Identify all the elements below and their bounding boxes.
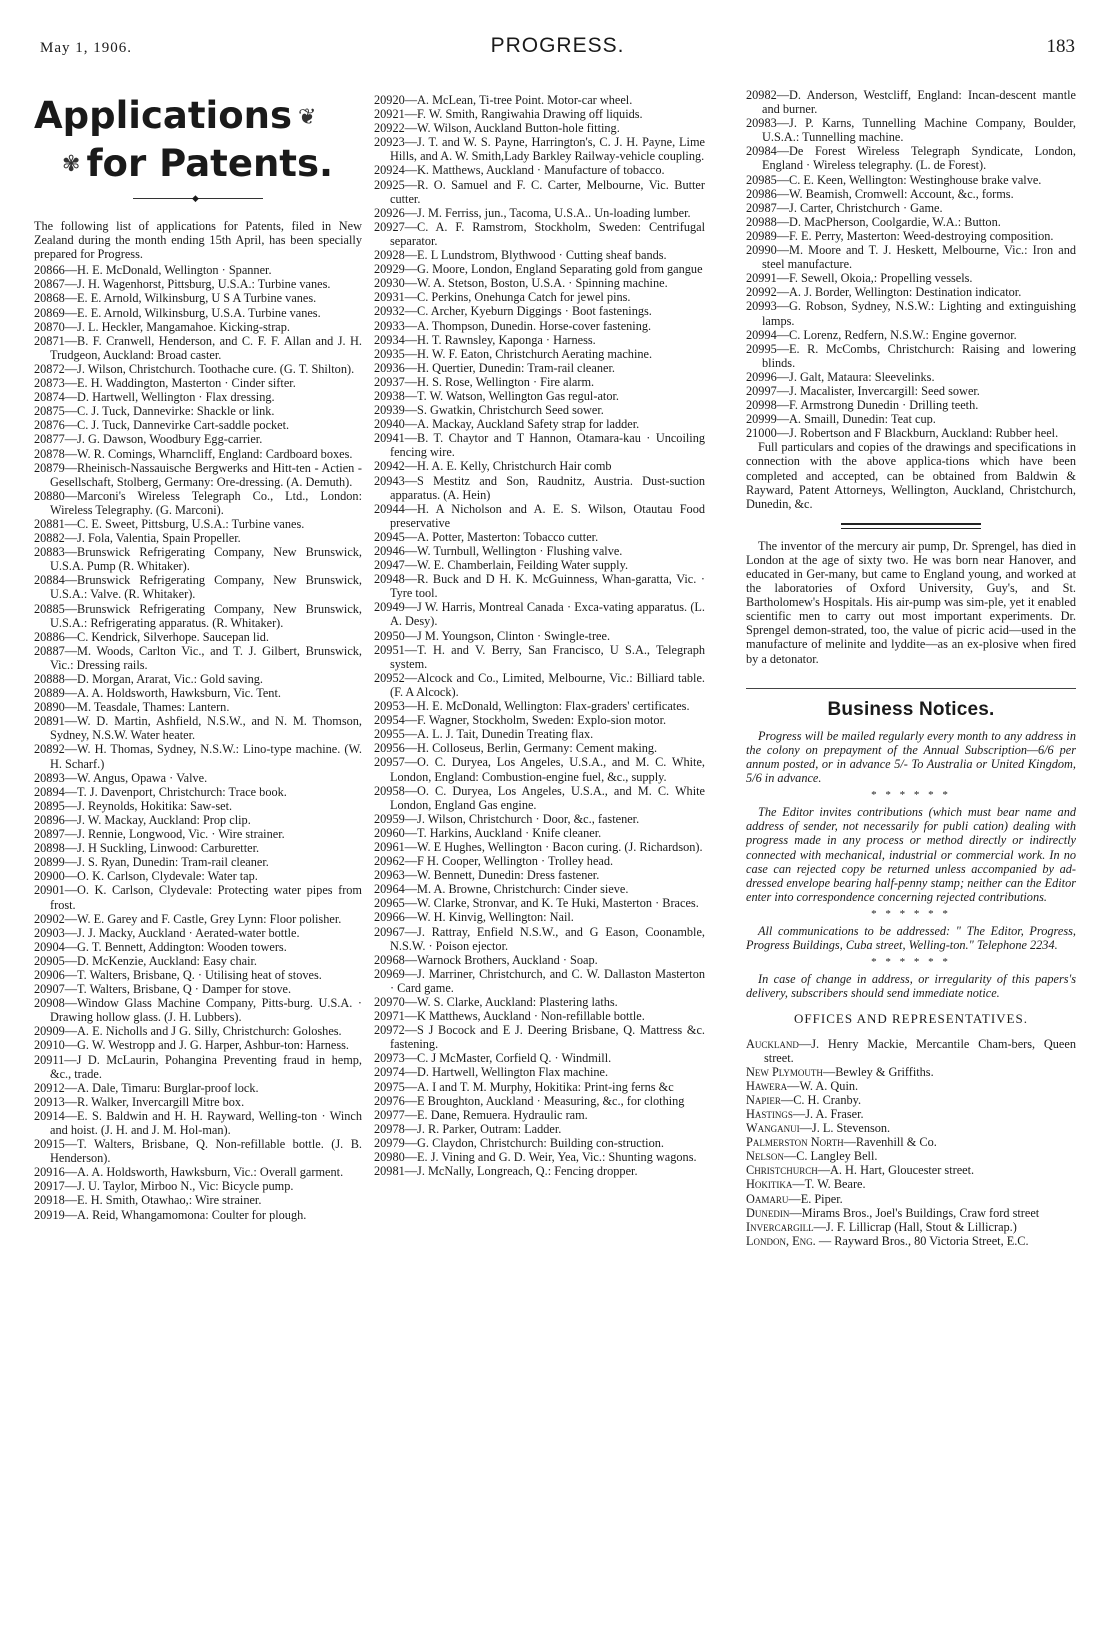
column-2 — [374, 93, 705, 1178]
office-representative: —J. F. Lillicrap (Hall, Stout & Lillicrap.) — [813, 1219, 1017, 1234]
patent-entry: 20907—T. Walters, Brisbane, Q · Damper for stove. — [34, 982, 292, 997]
office-representative: —J. Henry Mackie, Mercantile Cham-bers, Queen street. — [764, 1036, 1076, 1065]
patent-entry: 20877—J. G. Dawson, Woodbury Egg-carrier. — [34, 432, 263, 447]
patent-entry: 20938—T. W. Watson, Wellington Gas regul-ator. — [374, 388, 619, 403]
address-change-notice: In case of change in address, or irregularity of this papers's delivery, subscribers should send immediate notice. — [746, 972, 1076, 1001]
patent-entry: 20972—S J Bocock and E J. Deering Brisbane, Q. Mattress &c. fastening. — [374, 1023, 705, 1052]
patent-entry: 20869—E. E. Arnold, Wilkinsburg, U.S.A. Turbine vanes. — [34, 305, 321, 320]
patent-entry: 20867—J. H. Wagenhorst, Pittsburg, U.S.A.: Turbine vanes. — [34, 277, 331, 292]
patent-entry: 20946—W. Turnbull, Wellington · Flushing valve. — [374, 544, 623, 558]
patent-entry: 20903—J. J. Macky, Auckland · Aerated-water bottle. — [34, 925, 300, 940]
patent-entry: 20996—J. Galt, Mataura: Sleevelinks. — [746, 369, 935, 384]
patent-entry: 20934—H. T. Rawnsley, Kaponga · Harness. — [374, 332, 596, 347]
patent-entry: 20966—W. H. Kinvig, Wellington: Nail. — [374, 910, 574, 925]
patent-entry: 20920—A. McLean, Ti-tree Point. Motor-car wheel. — [374, 93, 633, 107]
patent-entry: 20990—M. Moore and T. J. Heskett, Melbourne, Vic.: Iron and steel manufacture. — [746, 243, 1076, 272]
patent-entry: 20960—T. Harkins, Auckland · Knife cleaner. — [374, 825, 602, 840]
patent-entry: 20988—D. MacPherson, Coolgardie, W.A.: Button. — [746, 214, 1001, 229]
office-representative: —A. H. Hart, Gloucester street. — [817, 1163, 975, 1178]
business-notices-heading: Business Notices. — [827, 698, 995, 720]
patent-entry: 20896—J. W. Mackay, Auckland: Prop clip. — [34, 812, 251, 827]
patent-entry: 20951—T. H. and V. Berry, San Francisco, U S.A., Telegraph system. — [374, 642, 705, 671]
patent-entry: 20940—A. Mackay, Auckland Safety strap for ladder. — [374, 417, 640, 432]
patent-entry: 20917—J. U. Taylor, Mirboo N., Vic: Bicycle pump. — [34, 1179, 294, 1194]
ornament-icon: ✾ — [62, 152, 81, 177]
patent-entry: 20898—J. H Suckling, Linwood: Carburetter. — [34, 841, 260, 856]
patent-entry: 20949—J W. Harris, Montreal Canada · Exca-vating apparatus. (L. A. Desy). — [374, 600, 705, 629]
office-representative: —Bewley & Griffiths. — [822, 1064, 934, 1079]
star-separator: * * * * * * — [871, 907, 951, 920]
patent-entry: 20872—J. Wilson, Christchurch. Toothache cure. (G. T. Shilton). — [34, 361, 355, 376]
patent-entry: 20937—H. S. Rose, Wellington · Fire alarm. — [374, 374, 595, 389]
patent-entry: 20970—W. S. Clarke, Auckland: Plastering laths. — [374, 995, 618, 1009]
patent-entry: 20935—H. W. F. Eaton, Christchurch Aerating machine. — [374, 346, 653, 361]
office-representative: —W. A. Quin. — [787, 1078, 859, 1093]
office-representative: —E. Piper. — [788, 1191, 843, 1206]
column-3 — [746, 88, 1076, 1248]
patent-entry: 20956—H. Colloseus, Berlin, Germany: Cement making. — [374, 741, 658, 756]
office-entry — [746, 1220, 1076, 1234]
office-city: Hastings — [746, 1107, 793, 1121]
patent-entry: 20983—J. P. Karns, Tunnelling Machine Company, Boulder, U.S.A.: Tunnelling machine. — [746, 116, 1076, 145]
patent-entry: 20979—G. Claydon, Christchurch: Building con-struction. — [374, 1135, 664, 1150]
patent-entry: 20908—Window Glass Machine Company, Pitts-burg. U.S.A. · Drawing hollow glass. (J. H. Lubbers). — [34, 996, 362, 1025]
office-entry — [746, 1206, 1076, 1220]
sprengel-article: The inventor of the mercury air pump, Dr. Sprengel, has died in London at the age of sixty two. He was born near Hanover, and educated in Ger-many, but came to England young, and worked at the laboratories of Oxford University, Guy's, and St. Bartholomew's Hospitals. His air-pump was sim-ple, yet it enabled scientific men to carry out most important experiments. Dr. Sprengel demon-strated, too, the value of picric acid—used in the manufacture of melinite and lyddite—as an ex-plosive when fired by a detonator. — [746, 538, 1076, 666]
patent-entry: 20892—W. H. Thomas, Sydney, N.S.W.: Lino-type machine. (W. H. Scharf.) — [34, 742, 362, 771]
patent-entry: 20901—O. K. Carlson, Clydevale: Protecting water pipes from frost. — [34, 883, 362, 912]
patent-entry: 20878—W. R. Comings, Wharncliff, England: Cardboard boxes. — [34, 446, 353, 461]
patent-entry: 20994—C. Lorenz, Redfern, N.S.W.: Engine governor. — [746, 327, 1017, 342]
office-city: Auckland — [746, 1036, 799, 1051]
office-entry — [746, 1149, 1076, 1163]
patent-entry: 20874—D. Hartwell, Wellington · Flax dressing. — [34, 390, 275, 405]
patent-entry: 20902—W. E. Garey and F. Castle, Grey Lynn: Floor polisher. — [34, 911, 342, 926]
title-line-2: for Patents. — [86, 141, 334, 185]
patent-entry: 20895—J. Reynolds, Hokitika: Saw-set. — [34, 798, 233, 813]
page-title — [34, 93, 362, 188]
office-city: London, Eng. — [746, 1233, 816, 1248]
star-separator: * * * * * * — [871, 789, 951, 802]
intro-paragraph: The following list of applications for Patents, filed in New Zealand during the month ending 15th April, has been specially prepared for Progress. — [34, 219, 362, 262]
patent-entry: 20885—Brunswick Refrigerating Company, New Brunswick, U.S.A.: Refrigerating apparatus. (R. Whitaker). — [34, 601, 362, 630]
patent-entry: 20992—A. J. Border, Wellington: Destination indicator. — [746, 285, 1022, 300]
patent-entry: 20933—A. Thompson, Dunedin. Horse-cover fastening. — [374, 318, 652, 333]
patent-entry: 20931—C. Perkins, Onehunga Catch for jewel pins. — [374, 290, 631, 305]
office-representative: —C. Langley Bell. — [783, 1149, 878, 1164]
office-representative: —T. W. Beare. — [792, 1177, 866, 1192]
office-entry — [746, 1121, 1076, 1135]
patent-list-3 — [746, 88, 1076, 440]
patent-entry: 20930—W. A. Stetson, Boston, U.S.A. · Spinning machine. — [374, 276, 668, 291]
patent-entry: 20924—K. Matthews, Auckland · Manufacture of tobacco. — [374, 163, 665, 178]
ornament-icon: ❦ — [298, 104, 317, 130]
divider — [746, 688, 1076, 689]
patent-entry: 20883—Brunswick Refrigerating Company, New Brunswick, U.S.A. Pump (R. Whitaker). — [34, 545, 362, 574]
patent-entry: 20942—H. A. E. Kelly, Christchurch Hair comb — [374, 459, 612, 474]
patent-entry: 20880—Marconi's Wireless Telegraph Co., Ltd., London: Wireless Telegraphy. (G. Marconi). — [34, 488, 362, 517]
office-entry — [746, 1079, 1076, 1093]
office-entry — [746, 1065, 1076, 1079]
office-city: Oamaru — [746, 1191, 789, 1206]
patent-entry: 20999—A. Smaill, Dunedin: Teat cup. — [746, 412, 936, 427]
communications-notice: All communications to be addressed: " The Editor, Progress, Progress Buildings, Cuba street, Welling-ton." Telephone 2234. — [746, 923, 1076, 953]
patent-entry: 20981—J. McNally, Longreach, Q.: Fencing dropper. — [374, 1164, 638, 1179]
patent-entry: 20921—F. W. Smith, Rangiwahia Drawing off liquids. — [374, 107, 643, 122]
title-line-1: Applications — [34, 94, 293, 137]
patent-entry: 20871—B. F. Cranwell, Henderson, and C. F. F. Allan and J. H. Trudgeon, Auckland: Broad caster. — [34, 333, 362, 362]
patent-entry: 20982—D. Anderson, Westcliff, England: Incan-descent mantle and burner. — [746, 88, 1076, 117]
patent-entry: 20894—T. J. Davenport, Christchurch: Trace book. — [34, 784, 287, 799]
patent-entry: 20950—J M. Youngson, Clinton · Swingle-tree. — [374, 628, 611, 643]
office-city: New Plymouth — [746, 1064, 823, 1079]
particulars-paragraph: Full particulars and copies of the drawings and specifications in connection with the above applica-tions which have been completed and accepted, can be obtained from Baldwin & Rayward, Patent Attorneys, Wellington, Auckland, Christchurch, Dunedin, &c. — [746, 440, 1076, 511]
office-entry — [746, 1135, 1076, 1149]
patent-entry: 20873—E. H. Waddington, Masterton · Cinder sifter. — [34, 376, 296, 391]
patent-entry: 20991—F. Sewell, Okoia,: Propelling vessels. — [746, 271, 973, 286]
patent-entry: 20899—J. S. Ryan, Dunedin: Tram-rail cleaner. — [34, 855, 269, 870]
patent-entry: 20984—De Forest Wireless Telegraph Syndicate, London, England · Wireless telegraphy. (L. de Forest). — [746, 144, 1076, 173]
office-representative: —C. H. Cranby. — [780, 1092, 862, 1107]
patent-entry: 20947—W. E. Chamberlain, Feilding Water supply. — [374, 558, 629, 573]
office-representative: — Rayward Bros., 80 Victoria Street, E.C. — [815, 1233, 1029, 1248]
patent-entry: 20998—F. Armstrong Dunedin · Drilling teeth. — [746, 398, 979, 413]
patent-entry: 20881—C. E. Sweet, Pittsburg, U.S.A.: Turbine vanes. — [34, 516, 305, 531]
patent-entry: 20910—G. W. Westropp and J. G. Harper, Ashbur-ton: Harness. — [34, 1038, 349, 1053]
patent-entry: 20973—C. J McMaster, Corfield Q. · Windmill. — [374, 1051, 612, 1066]
office-entry — [746, 1163, 1076, 1177]
issue-date: May 1, 1906. — [40, 40, 132, 56]
office-representative: —J. L. Stevenson. — [799, 1121, 891, 1136]
patent-entry: 20944—H. A Nicholson and A. E. S. Wilson, Otautau Food preservative — [374, 501, 705, 530]
office-entry — [746, 1107, 1076, 1121]
patent-entry: 20914—E. S. Baldwin and H. H. Rayward, Welling-ton · Winch and hoist. (J. H. and J. M. Hol-man). — [34, 1108, 362, 1137]
patent-entry: 20870—J. L. Heckler, Mangamahoe. Kicking-strap. — [34, 319, 290, 334]
office-representative: —J. A. Fraser. — [792, 1107, 864, 1121]
patent-entry: 20961—W. E Hughes, Wellington · Bacon curing. (J. Richardson). — [374, 839, 703, 854]
office-entry — [746, 1177, 1076, 1191]
patent-entry: 20893—W. Angus, Opawa · Valve. — [34, 770, 208, 785]
patent-entry: 20971—K Matthews, Auckland · Non-refillable bottle. — [374, 1009, 645, 1024]
office-entry — [746, 1093, 1076, 1107]
patent-entry: 20977—E. Dane, Remuera. Hydraulic ram. — [374, 1107, 588, 1122]
patent-entry: 20926—J. M. Ferriss, jun., Tacoma, U.S.A.. Un-loading lumber. — [374, 205, 691, 220]
office-representative: —Ravenhill & Co. — [843, 1135, 937, 1150]
patent-entry: 20995—E. R. McCombs, Christchurch: Raising and lowering blinds. — [746, 341, 1076, 370]
page-header — [40, 30, 1075, 60]
patent-entry: 20932—C. Archer, Kyeburn Diggings · Boot fastenings. — [374, 304, 652, 319]
patent-entry: 20968—Warnock Brothers, Auckland · Soap. — [374, 952, 598, 967]
patent-entry: 20986—W. Beamish, Cromwell: Account, &c., forms. — [746, 186, 1014, 201]
patent-entry: 20886—C. Kendrick, Silverhope. Saucepan lid. — [34, 629, 269, 644]
patent-entry: 20928—E. L Lundstrom, Blythwood · Cutting sheaf bands. — [374, 248, 667, 263]
patent-entry: 20936—H. Quertier, Dunedin: Tram-rail cleaner. — [374, 360, 615, 375]
patent-entry: 20997—J. Macalister, Invercargill: Seed sower. — [746, 383, 980, 398]
patent-entry: 20905—D. McKenzie, Auckland: Easy chair. — [34, 953, 257, 968]
office-entry — [746, 1234, 1076, 1248]
patent-list-2 — [374, 93, 705, 1178]
patent-entry: 20891—W. D. Martin, Ashfield, N.S.W., and N. M. Thomson, Sydney, N.S.W. Water heater. — [34, 714, 362, 743]
patent-entry: 20909—A. E. Nicholls and J G. Silly, Christchurch: Goloshes. — [34, 1024, 342, 1039]
offices-list — [746, 1037, 1076, 1248]
patent-entry: 20889—A. A. Holdsworth, Hawksburn, Vic. Tent. — [34, 686, 281, 701]
office-city: Christchurch — [746, 1163, 818, 1178]
patent-entry: 20955—A. L. J. Tait, Dunedin Treating flax. — [374, 727, 594, 742]
patent-entry: 20866—H. E. McDonald, Wellington · Spanner. — [34, 263, 272, 278]
patent-entry: 20969—J. Marriner, Christchurch, and C. W. Dallaston Masterton · Card game. — [374, 966, 705, 995]
patent-entry: 20953—H. E. McDonald, Wellington: Flax-graders' certificates. — [374, 699, 690, 714]
patent-entry: 20978—J. R. Parker, Outram: Ladder. — [374, 1121, 562, 1136]
office-city: Wanganui — [746, 1121, 800, 1136]
patent-entry: 20922—W. Wilson, Auckland Button-hole fitting. — [374, 121, 620, 136]
patent-entry: 20954—F. Wagner, Stockholm, Sweden: Explo-sion motor. — [374, 713, 667, 728]
masthead: PROGRESS. — [490, 34, 625, 57]
patent-entry: 20993—G. Robson, Sydney, N.S.W.: Lighting and extinguishing lamps. — [746, 299, 1076, 328]
patent-entry: 20962—F H. Cooper, Wellington · Trolley head. — [374, 854, 614, 869]
patent-entry: 20925—R. O. Samuel and F. C. Carter, Melbourne, Vic. Butter cutter. — [374, 177, 705, 206]
patent-entry: 20976—E Broughton, Auckland · Measuring, &c., for clothing — [374, 1093, 685, 1108]
column-1 — [34, 93, 362, 1222]
patent-entry: 20888—D. Morgan, Ararat, Vic.: Gold saving. — [34, 672, 264, 686]
patent-entry: 20985—C. E. Keen, Wellington: Westinghouse brake valve. — [746, 172, 1042, 187]
patent-entry: 20941—B. T. Chaytor and T Hannon, Otamara-kau · Uncoiling fencing wire. — [374, 431, 705, 460]
patent-entry: 20919—A. Reid, Whangamomona: Coulter for plough. — [34, 1207, 307, 1222]
patent-entry: 20868—E. E. Arnold, Wilkinsburg, U S A Turbine vanes. — [34, 291, 317, 306]
patent-entry: 20980—E. J. Vining and G. D. Weir, Yea, Vic.: Shunting wagons. — [374, 1150, 697, 1165]
patent-entry: 20879—Rheinisch-Nassauische Bergwerks and Hitt-ten - Actien - Gesellschaft, Stolberg, Germany: Ore-dressing. (A. Demuth). — [34, 460, 362, 489]
patent-entry: 20916—A. A. Holdsworth, Hawksburn, Vic.: Overall garment. — [34, 1165, 344, 1180]
patent-entry: 20987—J. Carter, Christchurch · Game. — [746, 200, 943, 215]
patent-entry: 20882—J. Fola, Valentia, Spain Propeller. — [34, 531, 241, 546]
patent-entry: 20929—G. Moore, London, England Separating gold from gangue — [374, 262, 703, 277]
office-city: Nelson — [746, 1149, 784, 1164]
patent-entry: 20890—M. Teasdale, Thames: Lantern. — [34, 700, 230, 715]
patent-entry: 20958—O. C. Duryea, Los Angeles, U.S.A., and M. C. White London, England Gas engine. — [374, 783, 705, 812]
patent-entry: 20967—J. Rattray, Enfield N.S.W., and G Eason, Coonamble, N.S.W. · Poison ejector. — [374, 924, 705, 953]
office-city: Hokitika — [746, 1177, 793, 1192]
editor-notice: The Editor invites contributions (which must bear name and address of sender, not necessarily for publi cation) dealing with progress made in any process or method directly or indirectly connected with mechanical, industrial or commercial work. In no case can rejected copy be returned unless accompanied by ad-dressed envelope bearing half-penny stamp; neither can the Editor enter into correspondence concerning rejected contributions. — [746, 805, 1076, 904]
office-representative: —Mirams Bros., Joel's Buildings, Craw ford street — [789, 1205, 1040, 1220]
patent-entry: 20887—M. Woods, Carlton Vic., and T. J. Gilbert, Brunswick, Vic.: Dressing rails. — [34, 643, 362, 672]
star-separator: * * * * * * — [871, 956, 951, 969]
patent-entry: 20875—C. J. Tuck, Dannevirke: Shackle or link. — [34, 404, 275, 419]
offices-heading: OFFICES AND REPRESENTATIVES. — [794, 1011, 1028, 1027]
patent-entry: 20906—T. Walters, Brisbane, Q. · Utilising heat of stoves. — [34, 967, 322, 982]
page-number: 183 — [1046, 36, 1075, 57]
divider — [841, 523, 981, 529]
office-city: Hawera — [746, 1078, 788, 1093]
patent-entry: 20923—J. T. and W. S. Payne, Harrington's, C. J. H. Payne, Lime Hills, and A. W. Smith,Lady Barkley Railway-vehicle coupling. — [374, 135, 705, 164]
patent-entry: 20945—A. Potter, Masterton: Tobacco cutter. — [374, 529, 599, 544]
patent-entry: 20912—A. Dale, Timaru: Burglar-proof lock. — [34, 1080, 259, 1095]
divider — [133, 198, 263, 205]
patent-entry: 20915—T. Walters, Brisbane, Q. Non-refillable bottle. (J. B. Henderson). — [34, 1137, 362, 1166]
patent-entry: 20948—R. Buck and D H. K. McGuinness, Whan-garatta, Vic. · Tyre tool. — [374, 572, 705, 601]
patent-entry: 20943—S Mestitz and Son, Raudnitz, Austria. Dust-suction apparatus. (A. Hein) — [374, 473, 705, 502]
patent-entry: 20900—O. K. Carlson, Clydevale: Water tap. — [34, 869, 258, 884]
patent-entry: 20989—F. E. Perry, Masterton: Weed-destroying composition. — [746, 228, 1054, 243]
patent-entry: 20927—C. A. F. Ramstrom, Stockholm, Sweden: Centrifugal separator. — [374, 219, 705, 248]
patent-entry: 20975—A. I and T. M. Murphy, Hokitika: Print-ing ferns &c — [374, 1079, 674, 1094]
patent-entry: 20965—W. Clarke, Stronvar, and K. Te Huki, Masterton · Braces. — [374, 896, 699, 911]
patent-entry: 20974—D. Hartwell, Wellington Flax machine. — [374, 1065, 609, 1080]
office-entry — [746, 1192, 1076, 1206]
patent-entry: 20918—E. H. Smith, Otawhao,: Wire strainer. — [34, 1193, 262, 1208]
patent-entry: 20876—C. J. Tuck, Dannevirke Cart-saddle pocket. — [34, 418, 290, 433]
patent-entry: 20964—M. A. Browne, Christchurch: Cinder sieve. — [374, 882, 629, 897]
subscription-notice: Progress will be mailed regularly every month to any address in the colony on prepayment of the Annual Subscription—6/6 per annum posted, or in advance 5/- To Australia or United Kingdom, 5/6 in advance. — [746, 728, 1076, 786]
patent-entry: 20904—G. T. Bennett, Addington: Wooden towers. — [34, 939, 287, 954]
office-entry — [746, 1037, 1076, 1065]
office-city: Dunedin — [746, 1205, 790, 1220]
patent-entry: 20957—O. C. Duryea, Los Angeles, U.S.A., and M. C. White, London, England: Combustion-engine fuel, &c., supply. — [374, 755, 705, 784]
office-city: Palmerston North — [746, 1135, 844, 1150]
office-city: Invercargill — [746, 1219, 814, 1234]
patent-entry: 20897—J. Rennie, Longwood, Vic. · Wire strainer. — [34, 827, 285, 842]
patent-entry: 21000—J. Robertson and F Blackburn, Auckland: Rubber heel. — [746, 426, 1059, 441]
patent-entry: 20913—R. Walker, Invercargill Mitre box. — [34, 1094, 245, 1109]
patent-entry: 20911—J D. McLaurin, Pohangina Preventing fraud in hemp, &c., trade. — [34, 1052, 362, 1081]
patent-entry: 20959—J. Wilson, Christchurch · Door, &c., fastener. — [374, 811, 640, 826]
patent-list-1 — [34, 263, 362, 1221]
office-city: Napier — [746, 1092, 781, 1107]
patent-entry: 20939—S. Gwatkin, Christchurch Seed sower. — [374, 403, 604, 418]
patent-entry: 20963—W. Bennett, Dunedin: Dress fastener. — [374, 868, 600, 883]
patent-entry: 20952—Alcock and Co., Limited, Melbourne, Vic.: Billiard table. (F. A Alcock). — [374, 670, 705, 699]
patent-entry: 20884—Brunswick Refrigerating Company, New Brunswick, U.S.A.: Valve. (R. Whitaker). — [34, 573, 362, 602]
